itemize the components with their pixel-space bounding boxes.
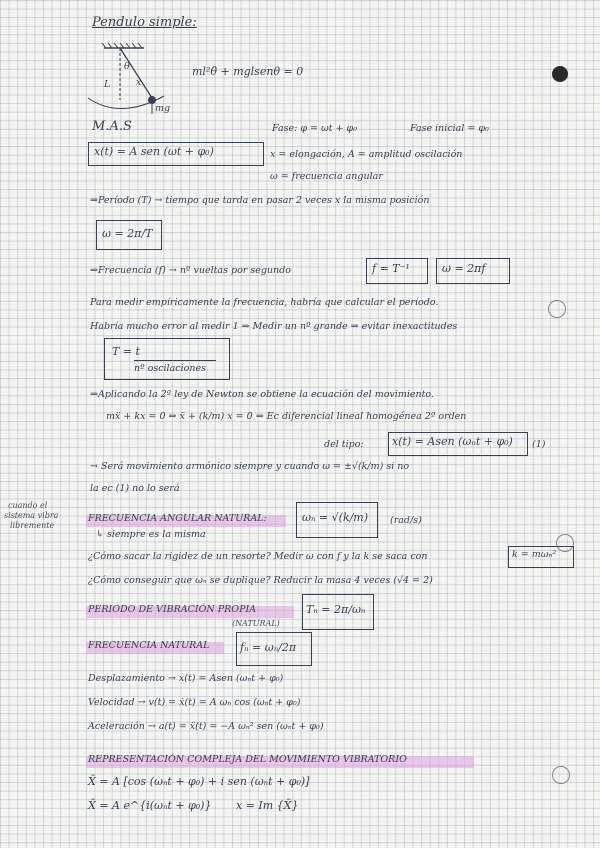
kinematics-displacement: Desplazamiento → x(t) = Asen (ωₙt + φ₀) <box>88 673 284 684</box>
frequency-formula-2: ω = 2πf <box>442 262 486 275</box>
period-text: ⇒Período (T) → tiempo que tarda en pasar 2 veces x la misma posición <box>90 195 430 206</box>
pendulum-equation: ml²θ̈ + mglsenθ = 0 <box>192 65 304 78</box>
freq-natural-heading: FRECUENCIA NATURAL <box>88 640 210 651</box>
natural-question-2: ¿Cómo conseguir que ωₙ se duplique? Reducir la masa 4 veces (√4 = 2) <box>88 575 433 586</box>
side-note-1: cuando el <box>8 501 48 510</box>
newton-type: del tipo: <box>324 439 364 450</box>
complex-eq-2: X̄ = A e^{i(ωₙt + φ₀)} <box>88 799 212 812</box>
side-note-2: sistema vibra <box>4 511 59 520</box>
phase-definition: Fase: φ = ωt + φ₀ <box>272 123 358 134</box>
measure-line-1: Para medir empíricamente la frecuencia, habría que calcular el período. <box>90 297 439 308</box>
period-formula: ω = 2π/T <box>102 227 153 240</box>
newton-line-1: ⇒Aplicando la 2ª ley de Newton se obtiene la ecuación del movimiento. <box>90 389 435 400</box>
omega-definition: ω = frecuencia angular <box>270 171 383 182</box>
harmonic-line-1: → Será movimiento armónico siempre y cuando ω = ±√(k/m) si no <box>90 461 410 472</box>
complex-eq-1: X̄ = A [cos (ωₙt + φ₀) + i sen (ωₙt + φ₀)] <box>88 775 310 788</box>
punch-hole <box>548 300 566 318</box>
kinematics-acceleration: Aceleración → a(t) = ẍ(t) = −A ωₙ² sen (ωₙt + φ₀) <box>88 721 324 732</box>
natural-question-1: ¿Cómo sacar la rigidez de un resorte? Medir ω con f y la k se saca con <box>88 551 428 562</box>
mas-equation: x(t) = A sen (ωt + φ₀) <box>94 145 214 158</box>
natural-q1-formula: k = mωₙ² <box>512 549 557 560</box>
mas-heading: M.A.S <box>92 119 132 134</box>
natural-units: (rad/s) <box>390 515 422 526</box>
period-natural-sub: (NATURAL) <box>232 619 280 628</box>
pendulum-label-theta: θ <box>124 61 130 72</box>
fraction-bar <box>134 360 216 361</box>
punch-hole <box>552 766 570 784</box>
page-title: Pendulo simple: <box>92 15 197 30</box>
freq-natural-formula: fₙ = ωₙ/2π <box>240 641 297 654</box>
side-note-3: libremente <box>10 521 55 530</box>
pendulum-label-mg: mg <box>155 103 171 114</box>
natural-heading: FRECUENCIA ANGULAR NATURAL: <box>88 513 267 524</box>
period-natural-heading: PERIODO DE VIBRACIÓN PROPIA <box>88 604 257 615</box>
frequency-text: ⇒Frecuencia (f) → nº vueltas por segundo <box>90 265 291 276</box>
natural-note: ↳ siempre es la misma <box>96 529 206 540</box>
period-natural-formula: Tₙ = 2π/ωₙ <box>306 603 366 616</box>
pendulum-label-L: L <box>104 79 111 90</box>
complex-heading: REPRESENTACIÓN COMPLEJA DEL MOVIMIENTO VIBRATORIO <box>88 754 407 765</box>
measure-line-2: Habría mucho error al medir 1 ⇒ Medir un nº grande ⇒ evitar inexactitudes <box>90 321 458 332</box>
harmonic-line-2: la ec (1) no lo será <box>90 483 180 494</box>
initial-phase: Fase inicial = φ₀ <box>410 123 489 134</box>
measure-formula-den: nº oscilaciones <box>134 363 206 374</box>
complex-eq-3: x = Im {X̄} <box>236 799 299 812</box>
variables-definition: x = elongación, A = amplitud oscilación <box>270 149 463 160</box>
measure-formula-num: T = t <box>112 345 140 358</box>
pendulum-label-x: x <box>136 77 142 88</box>
punch-hole <box>552 66 568 82</box>
kinematics-velocity: Velocidad → v(t) = ẋ(t) = A ωₙ cos (ωₙt + φ₀) <box>88 697 301 708</box>
newton-equation: mẍ + kx = 0 ⇒ ẍ + (k/m) x = 0 ⇒ Ec diferencial lineal homogénea 2º orden <box>106 411 467 422</box>
natural-formula: ωₙ = √(k/m) <box>302 511 369 524</box>
frequency-formula-1: f = T⁻¹ <box>372 262 410 275</box>
newton-solution: x(t) = Asen (ωₙt + φ₀) <box>392 435 513 448</box>
newton-ref: (1) <box>532 439 546 450</box>
